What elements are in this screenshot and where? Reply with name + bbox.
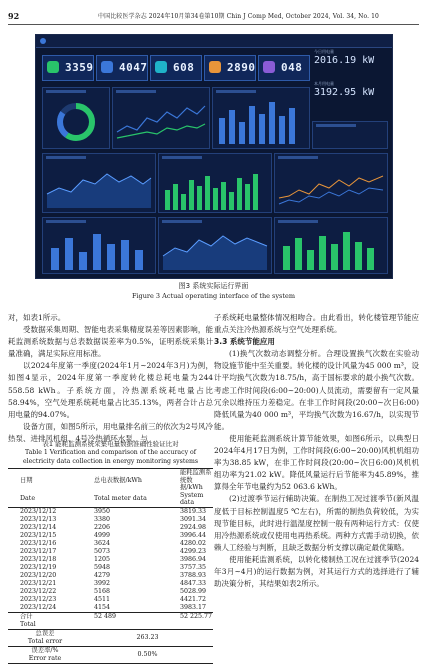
cell: 263.23 bbox=[136, 633, 159, 641]
cell: 5073 bbox=[94, 547, 111, 555]
stat-value: 2016.19 kW bbox=[314, 55, 375, 66]
table-row bbox=[8, 580, 213, 588]
cell: 2023/12/14 bbox=[20, 523, 57, 531]
cell: 3091.34 bbox=[180, 515, 207, 523]
chart-panel bbox=[312, 121, 388, 149]
cell: 1205 bbox=[94, 555, 111, 563]
row-label: Total bbox=[20, 620, 36, 628]
dashboard-topbar bbox=[36, 35, 392, 48]
cell: 3624 bbox=[94, 539, 111, 547]
paragraph: 设备方面，如图5所示，用电量排名前三的依次为2号风冷热泵、进排风机组、4号冷热循环水泵，与 bbox=[8, 421, 213, 443]
table-row bbox=[8, 564, 213, 572]
journal-header: 中国比较医学杂志 2024年10月第34卷第10期 Chin J Comp Med, October 2024, Vol. 34, No. 10 bbox=[98, 13, 379, 20]
cell: 2023/12/23 bbox=[20, 595, 57, 603]
paragraph: (2)过渡季节运行辅助决策。在制热工况过渡季节(新风温度低于目标控制温度5 ℃左右)，所需的制热负荷较低，为实现节能目标，此时进行温湿度控制一般有两种运行方式：仅使用冷热源系统或仅使用电再热系统。两种方式需手动切换，依赖人工经验与判断，且缺乏数据分析支撑以确定最优策略。 bbox=[214, 494, 419, 552]
cell: 2206 bbox=[94, 523, 111, 531]
column-header: System data bbox=[180, 491, 204, 506]
cell: 3996.44 bbox=[180, 531, 207, 539]
cell: 3950 bbox=[94, 507, 111, 515]
cell: 2023/12/19 bbox=[20, 563, 57, 571]
meter-icon bbox=[263, 61, 275, 73]
figure-caption-cn: 图3 系统实际运行界面 bbox=[178, 282, 249, 290]
kpi-tile bbox=[258, 55, 310, 81]
energy-summary bbox=[312, 49, 386, 119]
cell: 3983.17 bbox=[180, 603, 207, 611]
table-row bbox=[8, 604, 213, 613]
column-header: Date bbox=[20, 495, 36, 503]
chart-panel bbox=[274, 153, 388, 213]
cell: 5168 bbox=[94, 587, 111, 595]
cell: 4999 bbox=[94, 531, 111, 539]
kpi-tile bbox=[42, 55, 94, 81]
cell: 52 225.77 bbox=[180, 612, 213, 620]
meter-icon bbox=[47, 61, 59, 73]
chart-panel bbox=[42, 217, 156, 274]
stat-label: 今日用电量 bbox=[314, 49, 334, 54]
cell: 5948 bbox=[94, 563, 111, 571]
right-column bbox=[214, 312, 419, 590]
cell: 4421.72 bbox=[180, 595, 207, 603]
paragraph: 对，如表1所示。 bbox=[8, 313, 66, 322]
row-label: 误差率/% bbox=[31, 646, 59, 654]
cell: 5028.99 bbox=[180, 587, 207, 595]
row-label: 总误差 bbox=[35, 629, 55, 637]
page-number: 92 bbox=[8, 11, 20, 21]
column-header: 总电表数据/kWh bbox=[94, 476, 142, 484]
paragraph: 使用能耗监测系统，以转化楼制热工况在过渡季节(2024年3月~4月)的运行数据为例，对其运行方式的选择进行了辅助决策分析，其结果如表2所示。 bbox=[214, 554, 419, 589]
cell: 4154 bbox=[94, 603, 111, 611]
row-label: 合计 bbox=[20, 612, 33, 620]
kpi-value: 3359 bbox=[65, 61, 94, 74]
cell: 3819.33 bbox=[180, 507, 207, 515]
table-row bbox=[8, 572, 213, 580]
kpi-tile bbox=[96, 55, 148, 81]
row-label: Error rate bbox=[28, 654, 62, 662]
cell: 4299.23 bbox=[180, 547, 207, 555]
paragraph: 子系统耗电量整体情况相吻合。由此看出，转化楼管理节能应重点关注冷热源系统与空气处理系统。 bbox=[214, 313, 419, 335]
row-label: Total error bbox=[27, 637, 63, 645]
figure-caption-en: Figure 3 Actual operating interface of the system bbox=[131, 292, 296, 300]
meter-icon bbox=[209, 61, 221, 73]
table-row bbox=[8, 516, 213, 524]
cell: 2023/12/22 bbox=[20, 587, 57, 595]
cell: 3788.93 bbox=[180, 571, 207, 579]
cell: 2023/12/16 bbox=[20, 539, 57, 547]
table-1 bbox=[8, 440, 213, 664]
cell: 2023/12/17 bbox=[20, 547, 57, 555]
table-title-cn: 表1 能耗监测系统采集电量数据准确性验证比对 bbox=[42, 440, 179, 448]
cell: 52 489 bbox=[94, 612, 117, 620]
table-title-en: Table 1 Verification and comparison of the accuracy of bbox=[24, 449, 197, 456]
left-column bbox=[8, 312, 213, 445]
chart-panel bbox=[212, 87, 310, 149]
chart-panel bbox=[274, 217, 388, 274]
chart-panel bbox=[158, 217, 272, 274]
table-row bbox=[8, 540, 213, 548]
cell: 2924.98 bbox=[180, 523, 207, 531]
cell: 2023/12/12 bbox=[20, 507, 57, 515]
cell: 3757.35 bbox=[180, 563, 207, 571]
cell: 4280.02 bbox=[180, 539, 207, 547]
dashboard-figure bbox=[35, 34, 393, 279]
table-row bbox=[8, 556, 213, 564]
chart-panel bbox=[158, 153, 272, 213]
stat-value: 3192.95 kW bbox=[314, 87, 375, 98]
section-heading: 3.3 系统节能应用 bbox=[214, 337, 275, 347]
kpi-tile bbox=[204, 55, 256, 81]
kpi-tile bbox=[150, 55, 202, 81]
cell: 3986.94 bbox=[180, 555, 207, 563]
logo-icon bbox=[40, 38, 46, 44]
cell: 2023/12/15 bbox=[20, 531, 57, 539]
paragraph: 以2024年度第一季度(2024年1月~2024年3月)为例，如图4显示，2024年度第一季度转化楼总耗电量为244 558.58 kWh。子系统方面，冷热源系统耗电量占比58.94%，空气处理系统耗电量占比35.13%，两者合计占总用电量的94.07%。 bbox=[8, 361, 213, 419]
column-header: 能耗监测系统数据/kWh bbox=[180, 469, 212, 491]
header-rule bbox=[8, 24, 419, 25]
kpi-value: 048 bbox=[281, 61, 303, 74]
cell: 2023/12/18 bbox=[20, 555, 57, 563]
kpi-value: 2890 bbox=[227, 61, 256, 74]
column-header: 日期 bbox=[20, 476, 33, 484]
table-title-en: electricity data collection in energy monitoring systems bbox=[22, 457, 199, 465]
meter-icon bbox=[101, 61, 113, 73]
paragraph: 受数据采集周期、智能电表采集精度误差等因素影响，能耗监测系统数据与总表数据误差率为0.5%，证明系统采集计量准确，满足实际应用标准。 bbox=[8, 325, 213, 359]
chart-panel bbox=[112, 87, 210, 149]
table-row bbox=[8, 596, 213, 604]
cell: 3992 bbox=[94, 579, 111, 587]
table-row bbox=[8, 532, 213, 540]
chart-panel bbox=[42, 153, 156, 213]
cell: 0.50% bbox=[137, 650, 158, 658]
cell: 4847.33 bbox=[180, 579, 207, 587]
meter-icon bbox=[155, 61, 167, 73]
chart-panel bbox=[42, 87, 110, 149]
stat-label: 本月用电量 bbox=[314, 81, 334, 86]
data-table bbox=[8, 468, 213, 664]
cell: 2023/12/13 bbox=[20, 515, 57, 523]
paragraph: 使用能耗监测系统计算节能效果，如图6所示，以典型日2024年4月17日为例，工作时间段(6:00~20:00)风机机组功率为38.85 kW，在非工作时间段(20:00~次日6:00)风机机组功率为21.02 kW。降低风量运行后节能率为45.89%，推算得全年节电量约为52 063.6 kWh。 bbox=[214, 433, 419, 492]
table-row bbox=[8, 588, 213, 596]
table-row bbox=[8, 507, 213, 516]
cell: 4511 bbox=[94, 595, 111, 603]
column-header: Total meter data bbox=[94, 495, 147, 503]
kpi-value: 608 bbox=[173, 61, 195, 74]
cell: 4279 bbox=[94, 571, 111, 579]
paragraph: (1)换气次数动态调整分析。合理设置换气次数在实验动物设施节能中至关重要。转化楼的设计风量为45 000 m³，设计平均换气次数为18.75/h，高于国标要求的最小换气次数。考虑工作时间段(6:00~20:00)人员流动，需要留有一定风量冗余以维持压力差稳定。在非工作时间段(20:00~次日6:00)降低风量为40 000 m³，平均换气次数为16.67/h，以实现节能。 bbox=[214, 349, 419, 431]
cell: 3380 bbox=[94, 515, 111, 523]
cell: 2023/12/24 bbox=[20, 603, 57, 611]
table-row bbox=[8, 548, 213, 556]
kpi-value: 4047 bbox=[119, 61, 148, 74]
cell: 2023/12/20 bbox=[20, 571, 57, 579]
table-row bbox=[8, 524, 213, 532]
page-header bbox=[0, 0, 427, 28]
cell: 2023/12/21 bbox=[20, 579, 57, 587]
